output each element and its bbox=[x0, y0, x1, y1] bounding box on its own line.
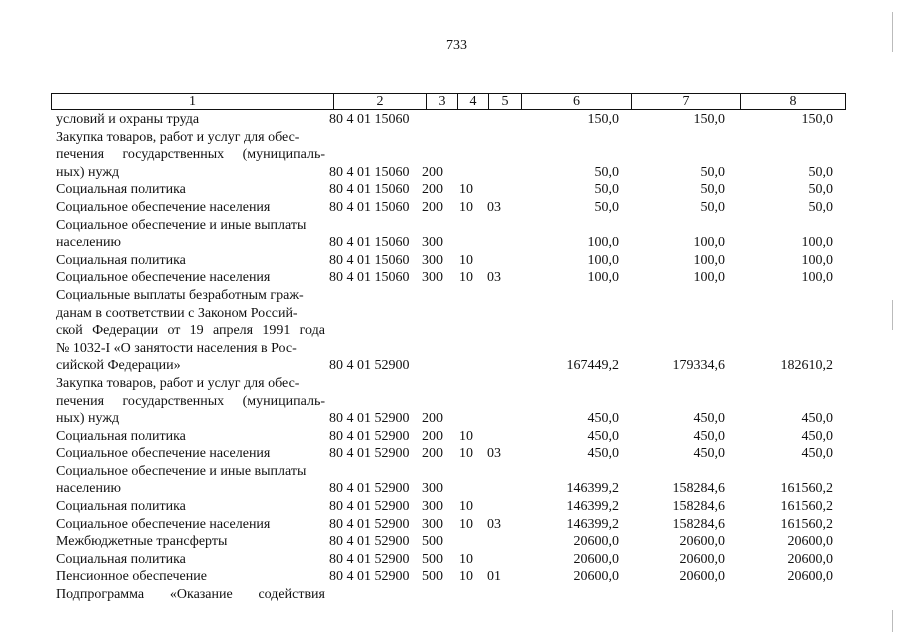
row-expense-type: 300 bbox=[422, 252, 443, 268]
row-code: 80 4 01 15060 bbox=[329, 235, 410, 251]
row-code: 80 4 01 15060 bbox=[329, 164, 410, 180]
row-expense-type: 300 bbox=[422, 235, 443, 251]
row-value-year3: 450,0 bbox=[801, 411, 833, 427]
row-value-year3: 100,0 bbox=[801, 252, 833, 268]
row-description-line: Социальная политика bbox=[56, 499, 186, 515]
row-subsection: 03 bbox=[487, 446, 501, 462]
row-expense-type: 200 bbox=[422, 428, 443, 444]
row-description bbox=[56, 445, 329, 463]
row-value-year1: 50,0 bbox=[594, 199, 619, 215]
row-description-line: Подпрограмма «Оказание содействия bbox=[56, 587, 325, 603]
column-header-2: 2 bbox=[334, 94, 427, 110]
row-description bbox=[56, 269, 329, 287]
row-expense-type: 500 bbox=[422, 534, 443, 550]
row-code: 80 4 01 52900 bbox=[329, 569, 410, 585]
row-description-line: Социальные выплаты безработным граж- bbox=[56, 287, 304, 303]
row-description-line: Социальная политика bbox=[56, 252, 186, 268]
row-description-line: Социальная политика bbox=[56, 428, 186, 444]
table-row bbox=[56, 287, 840, 375]
row-description-line: Социальное обеспечение и иные выплаты bbox=[56, 217, 307, 233]
row-value-year1: 100,0 bbox=[587, 235, 619, 251]
row-section: 10 bbox=[459, 446, 473, 462]
row-code: 80 4 01 15060 bbox=[329, 112, 410, 127]
row-section: 10 bbox=[459, 270, 473, 286]
row-description bbox=[56, 199, 329, 217]
row-value-year2: 100,0 bbox=[693, 235, 725, 251]
row-value-year2: 450,0 bbox=[693, 411, 725, 427]
row-description bbox=[56, 181, 329, 199]
row-description-line: Пенсионное обеспечение bbox=[56, 569, 207, 585]
row-value-year3: 100,0 bbox=[801, 270, 833, 286]
row-description-line: населению bbox=[56, 235, 121, 251]
row-value-year2: 50,0 bbox=[700, 199, 725, 215]
row-value-year3: 150,0 bbox=[801, 112, 833, 127]
row-description bbox=[56, 586, 329, 604]
row-value-year1: 450,0 bbox=[587, 428, 619, 444]
row-description-line: № 1032-I «О занятости населения в Рос- bbox=[56, 340, 297, 356]
page-number: 733 bbox=[446, 38, 467, 53]
table-row bbox=[56, 252, 840, 270]
row-description bbox=[56, 568, 329, 586]
row-value-year2: 158284,6 bbox=[672, 481, 725, 497]
row-section: 10 bbox=[459, 182, 473, 198]
table-row bbox=[56, 111, 840, 129]
row-value-year1: 50,0 bbox=[594, 164, 619, 180]
row-value-year1: 150,0 bbox=[587, 112, 619, 127]
table-row bbox=[56, 498, 840, 516]
row-description-line: Социальная политика bbox=[56, 182, 186, 198]
row-code: 80 4 01 15060 bbox=[329, 252, 410, 268]
row-value-year3: 20600,0 bbox=[787, 534, 833, 550]
column-header-6: 6 bbox=[522, 94, 632, 110]
row-value-year1: 450,0 bbox=[587, 411, 619, 427]
row-subsection: 03 bbox=[487, 199, 501, 215]
row-value-year1: 20600,0 bbox=[573, 551, 619, 567]
row-code: 80 4 01 52900 bbox=[329, 411, 410, 427]
row-value-year1: 100,0 bbox=[587, 252, 619, 268]
row-value-year2: 450,0 bbox=[693, 428, 725, 444]
row-value-year2: 179334,6 bbox=[672, 358, 725, 374]
column-number-header bbox=[51, 93, 846, 110]
row-value-year1: 20600,0 bbox=[573, 534, 619, 550]
row-description-line: населению bbox=[56, 481, 121, 497]
row-description-line: печения государственных (муниципаль- bbox=[56, 147, 325, 163]
row-description-line: ской Федерации от 19 апреля 1991 года bbox=[56, 323, 325, 339]
table-row bbox=[56, 551, 840, 569]
row-expense-type: 300 bbox=[422, 270, 443, 286]
row-description bbox=[56, 428, 329, 446]
row-description bbox=[56, 463, 329, 498]
row-description-line: Социальная политика bbox=[56, 551, 186, 567]
row-value-year3: 182610,2 bbox=[780, 358, 833, 374]
column-header-1: 1 bbox=[52, 94, 334, 110]
row-section: 10 bbox=[459, 499, 473, 515]
row-code: 80 4 01 52900 bbox=[329, 446, 410, 462]
row-value-year2: 158284,6 bbox=[672, 499, 725, 515]
row-section: 10 bbox=[459, 252, 473, 268]
row-value-year3: 450,0 bbox=[801, 446, 833, 462]
row-value-year3: 161560,2 bbox=[780, 516, 833, 532]
column-header-5: 5 bbox=[489, 94, 522, 110]
table-row bbox=[56, 568, 840, 586]
row-value-year3: 20600,0 bbox=[787, 551, 833, 567]
row-value-year3: 20600,0 bbox=[787, 569, 833, 585]
row-description-line: Социальное обеспечение населения bbox=[56, 446, 271, 462]
row-code: 80 4 01 52900 bbox=[329, 428, 410, 444]
row-description bbox=[56, 533, 329, 551]
row-code: 80 4 01 52900 bbox=[329, 551, 410, 567]
row-code: 80 4 01 15060 bbox=[329, 270, 410, 286]
row-description-line: Социальное обеспечение населения bbox=[56, 270, 271, 286]
row-description bbox=[56, 375, 329, 428]
table-row bbox=[56, 533, 840, 551]
row-value-year3: 50,0 bbox=[808, 199, 833, 215]
row-description-line: Социальное обеспечение населения bbox=[56, 516, 271, 532]
row-value-year2: 150,0 bbox=[693, 112, 725, 127]
row-code: 80 4 01 52900 bbox=[329, 481, 410, 497]
row-description bbox=[56, 498, 329, 516]
row-value-year1: 146399,2 bbox=[566, 481, 619, 497]
row-code: 80 4 01 52900 bbox=[329, 499, 410, 515]
row-value-year3: 161560,2 bbox=[780, 481, 833, 497]
row-description-line: Социальное обеспечение населения bbox=[56, 199, 271, 215]
row-description-line: ных) нужд bbox=[56, 164, 120, 180]
row-section: 10 bbox=[459, 199, 473, 215]
table-row bbox=[56, 217, 840, 252]
table-row bbox=[56, 199, 840, 217]
row-description-line: Закупка товаров, работ и услуг для обес- bbox=[56, 129, 300, 145]
row-description-line: данам в соответствии с Законом Россий- bbox=[56, 305, 298, 321]
row-code: 80 4 01 15060 bbox=[329, 182, 410, 198]
column-header-4: 4 bbox=[458, 94, 489, 110]
row-description-line: печения государственных (муниципаль- bbox=[56, 393, 325, 409]
column-header-8: 8 bbox=[741, 94, 846, 110]
scan-artifact bbox=[892, 610, 893, 632]
row-description bbox=[56, 111, 329, 129]
row-value-year2: 100,0 bbox=[693, 270, 725, 286]
row-description bbox=[56, 287, 329, 375]
row-description bbox=[56, 516, 329, 534]
row-section: 10 bbox=[459, 551, 473, 567]
row-value-year2: 158284,6 bbox=[672, 516, 725, 532]
table-row bbox=[56, 428, 840, 446]
table-row bbox=[56, 375, 840, 428]
row-description-line: Социальное обеспечение и иные выплаты bbox=[56, 463, 307, 479]
row-code: 80 4 01 52900 bbox=[329, 516, 410, 532]
row-value-year1: 450,0 bbox=[587, 446, 619, 462]
row-value-year2: 20600,0 bbox=[679, 551, 725, 567]
row-value-year3: 450,0 bbox=[801, 428, 833, 444]
table-row bbox=[56, 129, 840, 182]
row-description-line: ных) нужд bbox=[56, 411, 120, 427]
row-expense-type: 300 bbox=[422, 516, 443, 532]
row-value-year1: 146399,2 bbox=[566, 516, 619, 532]
row-value-year2: 50,0 bbox=[700, 182, 725, 198]
row-value-year1: 100,0 bbox=[587, 270, 619, 286]
row-value-year3: 161560,2 bbox=[780, 499, 833, 515]
row-description bbox=[56, 252, 329, 270]
column-header-7: 7 bbox=[632, 94, 741, 110]
row-description-line: Закупка товаров, работ и услуг для обес- bbox=[56, 375, 300, 391]
table-row bbox=[56, 181, 840, 199]
row-expense-type: 300 bbox=[422, 481, 443, 497]
row-expense-type: 500 bbox=[422, 569, 443, 585]
row-expense-type: 200 bbox=[422, 411, 443, 427]
row-subsection: 01 bbox=[487, 569, 501, 585]
row-expense-type: 500 bbox=[422, 551, 443, 567]
budget-table-body bbox=[56, 111, 840, 604]
row-expense-type: 200 bbox=[422, 164, 443, 180]
table-row bbox=[56, 516, 840, 534]
row-code: 80 4 01 52900 bbox=[329, 534, 410, 550]
row-description bbox=[56, 217, 329, 252]
row-expense-type: 200 bbox=[422, 446, 443, 462]
table-row bbox=[56, 269, 840, 287]
row-description bbox=[56, 551, 329, 569]
row-value-year3: 50,0 bbox=[808, 182, 833, 198]
row-description-line: сийской Федерации» bbox=[56, 358, 181, 374]
row-description-line: условий и охраны труда bbox=[56, 112, 200, 127]
row-value-year2: 450,0 bbox=[693, 446, 725, 462]
scan-artifact bbox=[892, 12, 893, 52]
row-code: 80 4 01 52900 bbox=[329, 358, 410, 374]
row-subsection: 03 bbox=[487, 270, 501, 286]
table-row bbox=[56, 445, 840, 463]
row-subsection: 03 bbox=[487, 516, 501, 532]
row-section: 10 bbox=[459, 428, 473, 444]
row-value-year3: 100,0 bbox=[801, 235, 833, 251]
row-description-line: Межбюджетные трансферты bbox=[56, 534, 228, 550]
scan-artifact bbox=[892, 300, 893, 330]
row-value-year2: 100,0 bbox=[693, 252, 725, 268]
column-header-3: 3 bbox=[427, 94, 458, 110]
row-description bbox=[56, 129, 329, 182]
table-row bbox=[56, 586, 840, 604]
row-value-year3: 50,0 bbox=[808, 164, 833, 180]
row-value-year2: 20600,0 bbox=[679, 534, 725, 550]
row-code: 80 4 01 15060 bbox=[329, 199, 410, 215]
row-value-year1: 20600,0 bbox=[573, 569, 619, 585]
table-row bbox=[56, 463, 840, 498]
row-value-year1: 146399,2 bbox=[566, 499, 619, 515]
row-value-year2: 20600,0 bbox=[679, 569, 725, 585]
row-expense-type: 200 bbox=[422, 182, 443, 198]
row-value-year2: 50,0 bbox=[700, 164, 725, 180]
row-value-year1: 50,0 bbox=[594, 182, 619, 198]
row-expense-type: 200 bbox=[422, 199, 443, 215]
row-expense-type: 300 bbox=[422, 499, 443, 515]
row-section: 10 bbox=[459, 569, 473, 585]
row-section: 10 bbox=[459, 516, 473, 532]
row-value-year1: 167449,2 bbox=[566, 358, 619, 374]
